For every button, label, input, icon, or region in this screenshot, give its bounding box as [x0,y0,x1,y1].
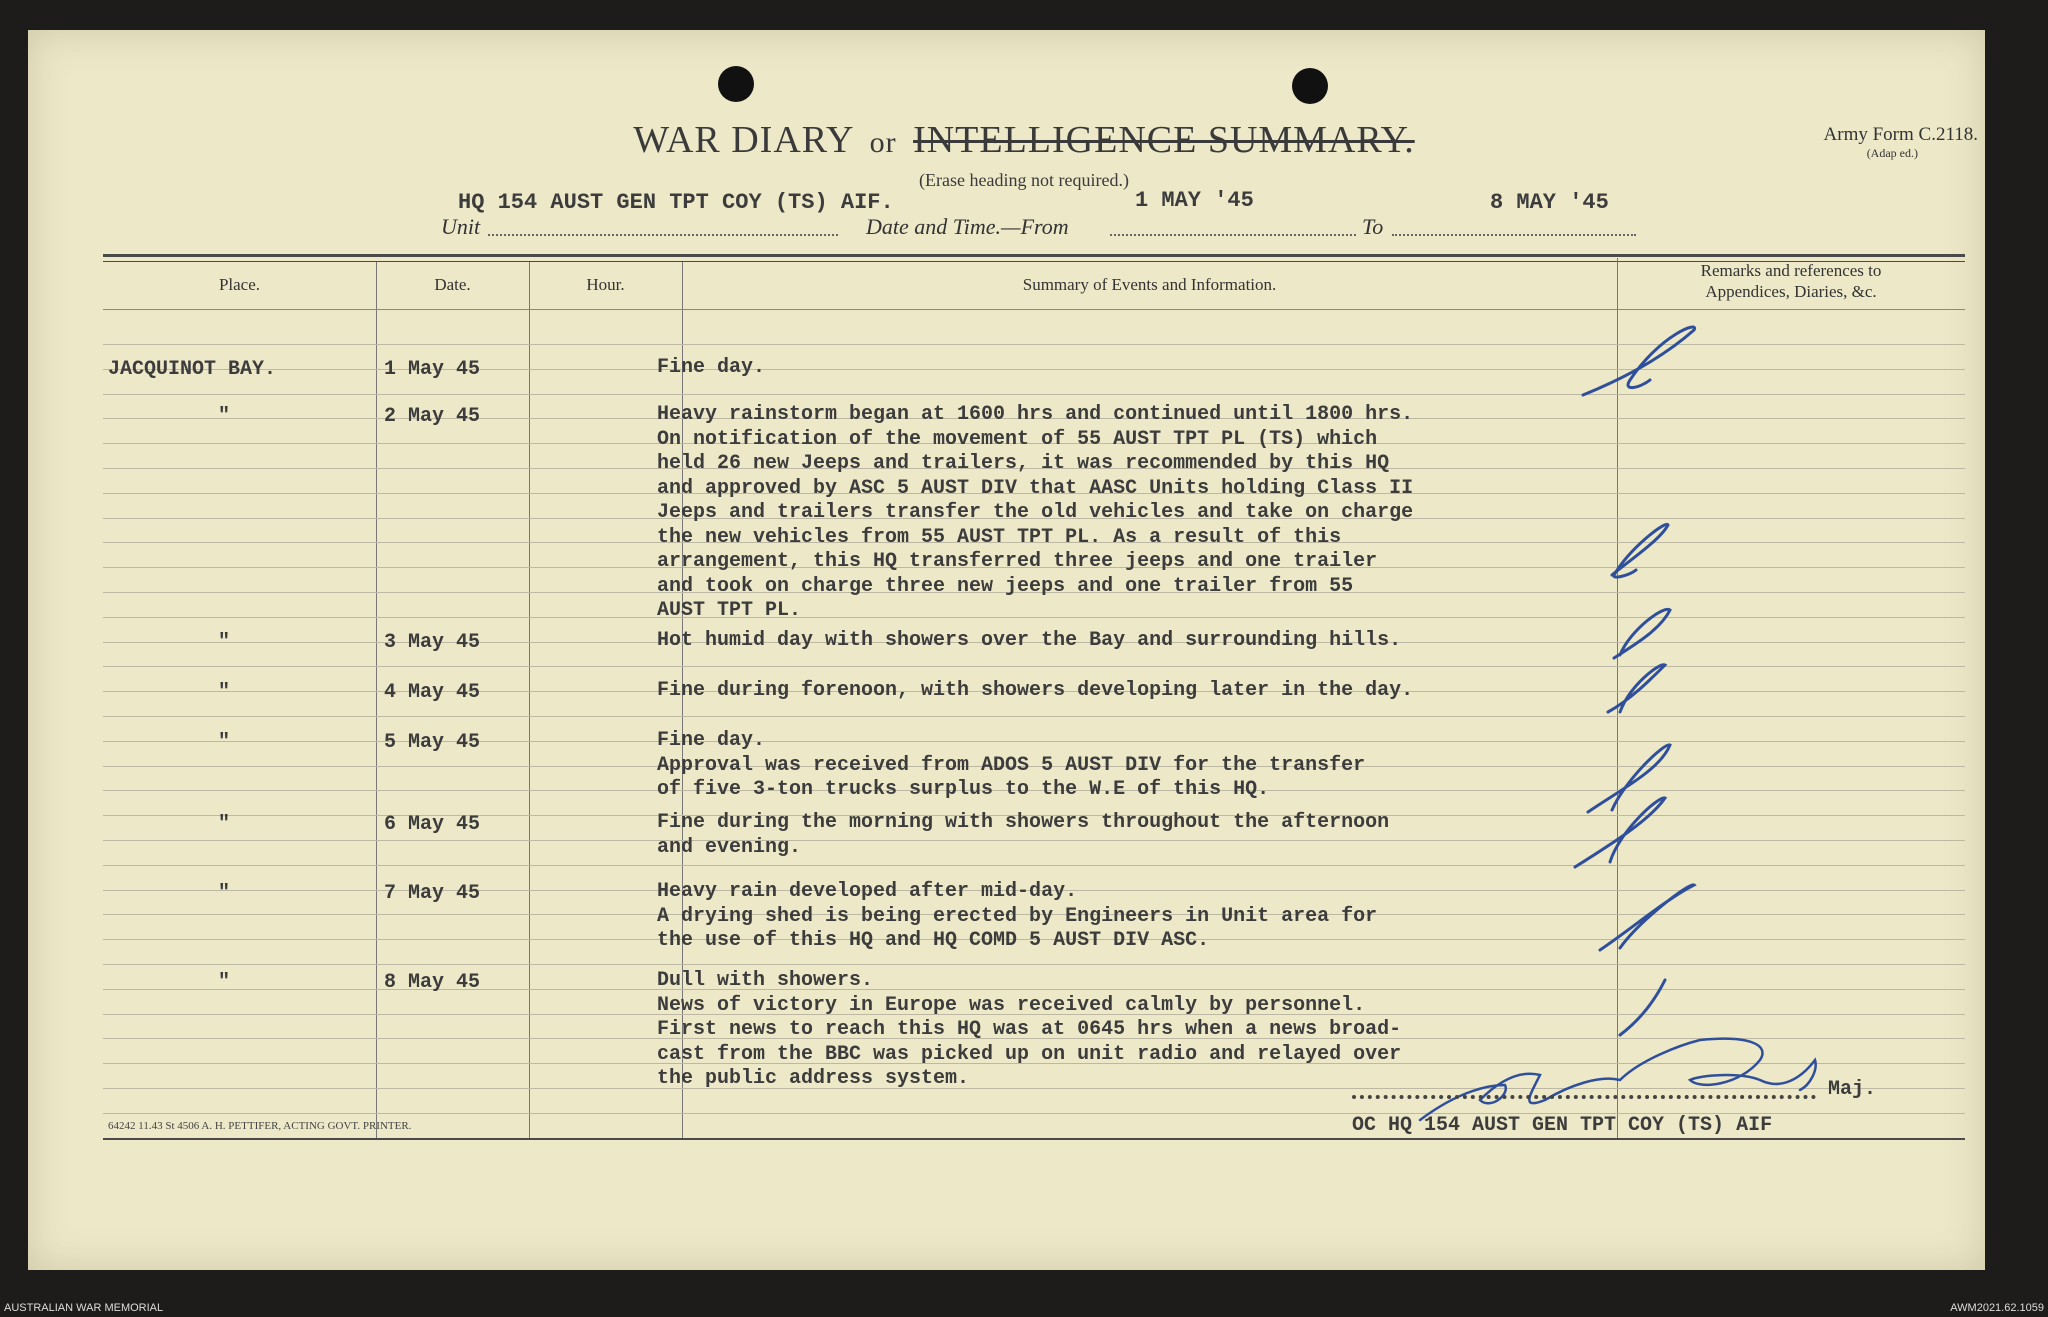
entry-date: 2 May 45 [384,405,481,428]
summary-line: the public address system. [657,1067,970,1090]
summary-line: Jeeps and trailers transfer the old vehicles and take on charge [657,501,1414,524]
col-header-date: Date. [434,275,471,294]
summary-line: arrangement, this HQ transferred three jeeps and one trailer [657,550,1378,573]
ruled-line [103,394,1965,395]
entry-summary [657,356,765,381]
title-or: or [869,126,897,159]
entry-summary [657,403,1413,624]
entry-place: " [218,971,231,994]
ruled-line [103,666,1965,667]
summary-line: the new vehicles from 55 AUST TPT PL. As a result of this [657,525,1342,549]
summary-line: the use of this HQ and HQ COMD 5 AUST DIV ASC. [657,929,1210,952]
summary-line: and took on charge three new jeeps and one trailer from 55 [657,574,1354,598]
summary-line: Heavy rain developed after mid-day. [657,880,1078,903]
signature-rank: Maj. [1828,1078,1877,1101]
col-header-hour: Hour. [586,275,625,294]
summary-line: A drying shed is being erected by Engineers in Unit area for [657,904,1378,928]
erase-note: (Erase heading not required.) [919,170,1129,190]
army-form-number [1824,124,1978,161]
entry-date: 1 May 45 [384,358,481,381]
punch-hole-left [718,66,754,102]
entry-summary [657,729,1365,803]
summary-line: First news to reach this HQ was at 0645 hrs when a news broad- [657,1018,1402,1041]
entry-summary [657,679,1413,704]
title-main: WAR DIARY [633,119,854,161]
summary-line: AUST TPT PL. [657,599,802,622]
margin-credit-left: AUSTRALIAN WAR MEMORIAL [4,1302,164,1314]
signature-title: OC HQ 154 AUST GEN TPT COY (TS) AIF [1352,1114,1773,1137]
top-rule [103,254,1965,257]
summary-line: On notification of the movement of 55 AUST TPT PL (TS) which [657,427,1378,451]
col-header-place: Place. [218,275,261,294]
summary-line: and evening. [657,835,802,859]
unit-label: Unit [441,214,481,239]
summary-line: Dull with showers. [657,969,874,992]
entry-summary [657,969,1401,1092]
entry-place: JACQUINOT BAY. [108,358,277,381]
summary-line: Fine day. [657,729,766,752]
summary-line: and approved by ASC 5 AUST DIV that AASC Units holding Class II [657,476,1414,500]
unit-dotline [488,234,838,236]
to-date-value: 8 MAY '45 [1490,190,1609,215]
entry-summary [657,811,1389,860]
entry-place: " [218,405,231,428]
summary-line: Fine during the morning with showers throughout the afternoon [657,811,1390,834]
summary-line: Fine during forenoon, with showers developing later in the day. [657,679,1414,702]
col-header-remarks [1617,260,1965,302]
summary-line: held 26 new Jeeps and trailers, it was recommended by this HQ [657,452,1390,475]
from-date-value: 1 MAY '45 [1135,188,1254,213]
header-bottom-rule [103,309,1965,310]
entry-place: " [218,813,231,836]
entry-date: 8 May 45 [384,971,481,994]
punch-hole-right [1292,68,1328,104]
summary-line: of five 3-ton trucks surplus to the W.E of this HQ. [657,778,1270,801]
entry-date: 3 May 45 [384,631,481,654]
date-label: Date and Time.—From [866,214,1069,239]
entry-place: " [218,681,231,704]
col-divider-summary [1617,258,1618,1138]
adapted-label: (Adap ed.) [1866,146,1918,160]
entry-summary [657,880,1377,954]
entry-date: 4 May 45 [384,681,481,704]
summary-line: Approval was received from ADOS 5 AUST DIV for the transfer [657,753,1366,777]
form-title [0,118,2048,162]
entry-summary [657,629,1401,654]
summary-line: cast from the BBC was picked up on unit radio and relayed over [657,1042,1402,1066]
summary-line: News of victory in Europe was received calmly by personnel. [657,993,1366,1017]
margin-credit-right: AWM2021.62.1059 [1950,1302,2044,1314]
col-header-summary: Summary of Events and Information. [1022,275,1277,294]
summary-line: Fine day. [657,356,766,379]
ruled-line [103,865,1965,866]
remarks-header-line-1: Remarks and references to [1700,261,1882,280]
summary-line: Heavy rainstorm began at 1600 hrs and continued until 1800 hrs. [657,403,1414,426]
from-dotline [1110,234,1356,236]
to-dotline [1392,234,1636,236]
summary-line: Hot humid day with showers over the Bay and surrounding hills. [657,629,1402,652]
entry-date: 6 May 45 [384,813,481,836]
entry-date: 7 May 45 [384,882,481,905]
signature-dotted-line [1352,1095,1816,1099]
title-struck: INTELLIGENCE SUMMARY. [913,119,1415,161]
army-form-label: Army Form C.2118. [1823,124,1978,145]
remarks-header-line-2: Appendices, Diaries, &c. [1705,282,1877,301]
to-label: To [1362,214,1384,239]
ruled-line [103,716,1965,717]
ruled-line [103,344,1965,345]
bottom-rule [103,1138,1965,1140]
entry-place: " [218,631,231,654]
ruled-line [103,369,1965,370]
entry-date: 5 May 45 [384,731,481,754]
unit-value: HQ 154 AUST GEN TPT COY (TS) AIF. [458,190,894,215]
entry-place: " [218,731,231,754]
entry-place: " [218,882,231,905]
printer-note: 64242 11.43 St 4506 A. H. PETTIFER, ACTING GOVT. PRINTER. [108,1120,412,1132]
ruled-line [103,964,1965,965]
